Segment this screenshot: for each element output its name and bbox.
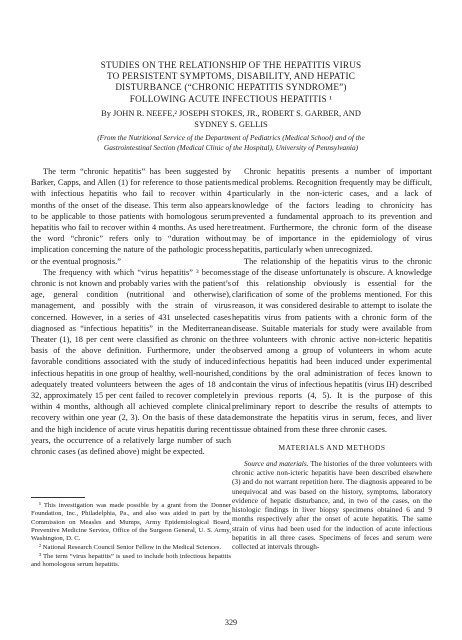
methods-runin-heading: Source and materials. (244, 459, 309, 469)
affiliation-line-1: (From the Nutritional Service of the Department of Pediatrics (Medical School) and of the (97, 133, 365, 142)
section-heading: MATERIALS AND METHODS (278, 442, 386, 452)
authors-line-1: By JOHN R. NEEFE,² JOSEPH STOKES, JR., ROBERT S. GARBER, AND (101, 109, 361, 118)
title-line-4: FOLLOWING ACUTE INFECTIOUS HEPATITIS ¹ (129, 93, 333, 104)
footnotes (31, 502, 231, 570)
authors-line-2: SYDNEY S. GELLIS (194, 119, 268, 129)
title-line-3: DISTURBANCE (“CHRONIC HEPATITIS SYNDROME”) (115, 82, 347, 93)
body-paragraph: The relationship of the hepatitis virus to the chronic stage of the disease unfortunately is obscure. A knowledge of this relationship obviously is essential for the clarification of some of the problems mentioned. For this reason, it was considered desirable to attempt to isolate the hepatitis virus from patients with a chronic form of the disease. Suitable materials for study were available from three volunteers with chronic active non-icteric hepatitis observed among a group of volunteers in whom acute infectious hepatitis had been induced under experimental conditions by the oral administration of feces known to contain the virus of infectious hepatitis (virus IH) described in previous reports (4, 5). It is the purpose of this preliminary report to describe the results of attempts to demonstrate the hepatitis virus in serum, feces, and liver tissue obtained from these three chronic cases. (232, 256, 432, 434)
body-paragraph: The frequency with which “virus hepatitis” ³ becomes chronic is not known and probably varies with the patient’s age, general condition (nutritional and otherwise), management, and possibly with the strain of virus concerned. However, in a series of 431 unselected cases diagnosed as “infectious hepatitis” in the Mediterranean Theater (1), 18 per cent were classified as chronic on the basis of the above definition. Furthermore, under the favorable conditions associated with the study of induced infectious hepatitis in one group of healthy, well-nourished, adequately treated volunteers between the ages of 18 and 32, approximately 15 per cent failed to recover completely within 4 months, although all achieved complete clinical recovery within one year (2, 3). On the basis of these data and the high incidence of acute virus hepatitis during recent years, the occurrence of a relatively large number of such chronic cases (as defined above) might be expected. (31, 267, 231, 457)
author-list (60, 109, 402, 130)
affiliation-line-2: Gastrointestinal Section (Medical Clinic of the Hospital), University of Pennsylvania) (103, 142, 359, 152)
right-column (232, 166, 432, 551)
article-title (70, 60, 392, 105)
methods-text: The histories of the three volunteers with chronic active non-icteric hepatitis have been described elsewhere (3) and do not warrant repetition here. The diagnosis appeared to be unequivocal and was based on the history, symptoms, laboratory evidence of hepatic disturbance, and, in two of the cases, on the histologic findings in liver biopsy specimens obtained 6 and 9 months respectively after the onset of acute hepatitis. The same strain of virus had been used for the induction of acute infectious hepatitis in all three cases. Specimens of feces and serum were collected at intervals through- (232, 459, 433, 551)
footnote-2: ² National Research Council Senior Fellow in the Medical Sciences. (39, 543, 222, 551)
title-line-1: STUDIES ON THE RELATIONSHIP OF THE HEPATITIS VIRUS (100, 60, 362, 70)
left-column (31, 166, 231, 457)
body-paragraph: Chronic hepatitis presents a number of important medical problems. Recognition frequently may be difficult, particularly in the non-icteric cases, and a lack of knowledge of the factors leading to chronicity has prevented a fundamental approach to its prevention and treatment. Furthermore, the chronic form of the disease may be of importance in the epidemiology of virus hepatitis, particularly when unrecognized. (232, 167, 432, 255)
title-line-2: TO PERSISTENT SYMPTOMS, DISABILITY, AND HEPATIC (106, 71, 356, 82)
page-number: 329 (224, 618, 238, 627)
footnote-3: ³ The term “virus hepatitis” is used to include both infectious hepatitis and homologous serum hepatitis. (31, 552, 231, 569)
methods-paragraph (232, 459, 432, 551)
body-paragraph: The term “chronic hepatitis” has been suggested by Barker, Capps, and Allen (1) for reference to those patients with infectious hepatitis who fail to recover within 4 months of the onset of the disease. This term also appears to be applicable to those patients with homologous serum hepatitis who fail to recover within 4 months. As used here the word “chronic” refers only to “duration without implication concerning the nature of the pathologic process or the eventual prognosis.” (31, 167, 231, 266)
footnote-1: ¹ This investigation was made possible by a grant from the Donner Foundation, Inc., Philadelphia, Pa., and also was aided in part by the Commission on Measles and Mumps, Army Epidemiological Board, Preventive Medicine Service, Office of the Surgeon General, U. S. Army, Washington, D. C. (31, 502, 231, 543)
footnote-divider (31, 497, 85, 498)
affiliation (45, 133, 417, 152)
